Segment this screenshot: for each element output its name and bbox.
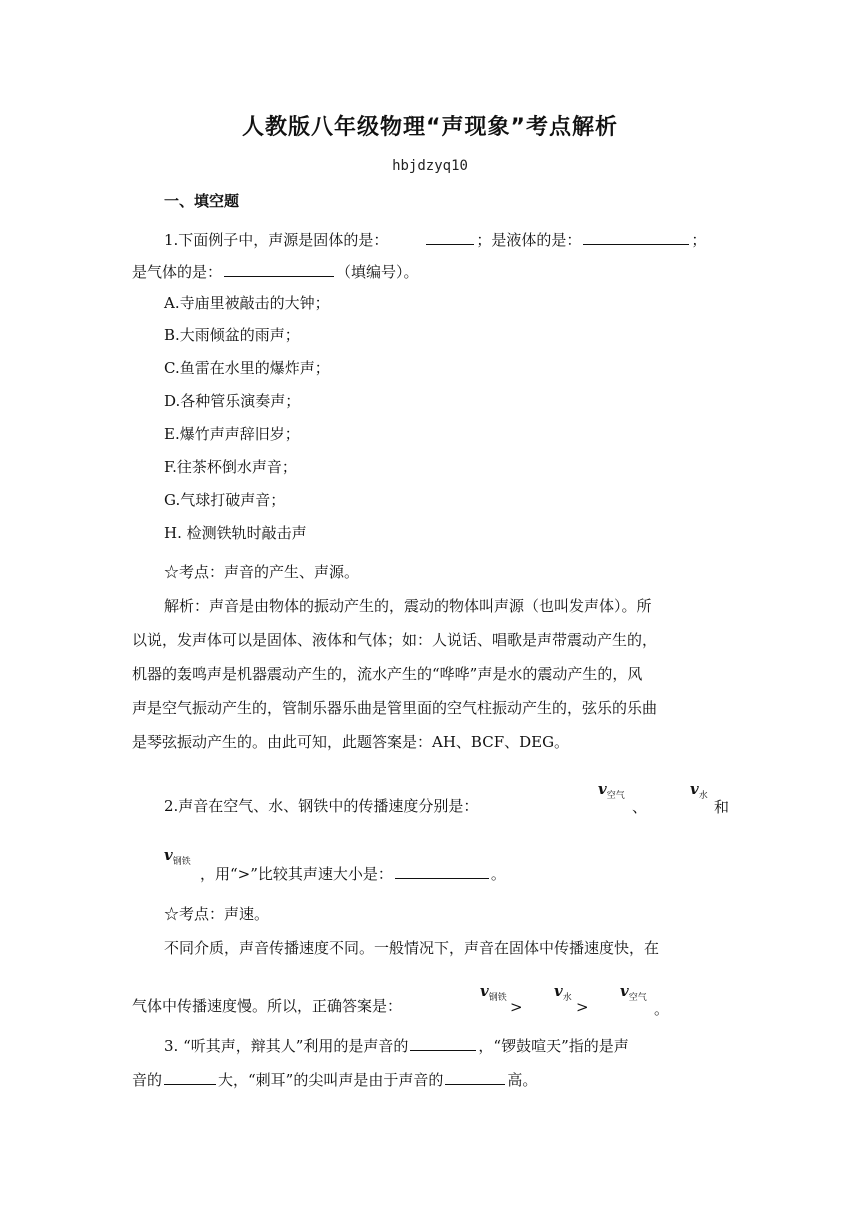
q3-line2 [132,1068,732,1090]
v-letter: v [598,780,607,798]
q2-and: 和 [714,798,730,816]
v-subscript: 水 [562,993,572,1003]
q3-blank-pitch[interactable] [445,1068,505,1085]
document-title: 人教版八年级物理“声现象”考点解析 [242,115,618,140]
q1-key-point: ☆考点：声音的产生、声源。 [164,563,360,581]
v-subscript: 钢铁 [488,993,507,1003]
v-subscript: 水 [698,791,708,801]
q1-analysis-line: 以说，发声体可以是固体、液体和气体；如：人说话、唱歌是声带震动产生的， [132,631,658,649]
q1-blank-solid[interactable] [426,228,474,245]
q2-stem2-text: ，用“>”比较其声速大小是： [200,865,393,883]
q1-option: C.鱼雷在水里的爆炸声； [164,359,330,377]
q1-blank-gas[interactable] [224,260,334,277]
q3-text: 音的 [132,1071,163,1089]
q1-option: E.爆竹声声辞旧岁； [164,425,300,443]
q1-stem-part: 1.下面例子中，声源是固体的是： [164,231,389,249]
q3-blank-loudness[interactable] [164,1068,216,1085]
q1-analysis-line: 是琴弦振动产生的。由此可知，此题答案是：AH、BCF、DEG。 [132,733,570,751]
v-letter: v [480,982,489,1000]
q1-analysis-line: 解析：声音是由物体的振动产生的，震动的物体叫声源（也叫发声体）。所 [164,597,652,615]
q1-stem-part: ；是液体的是： [476,231,582,249]
greater-than: > [576,998,589,1016]
v-air-symbol [620,982,647,1003]
q1-blank-liquid[interactable] [583,228,689,245]
q1-option: B.大雨倾盆的雨声； [164,326,300,344]
q2-separator: 、 [632,798,648,816]
q1-analysis-line: 机器的轰鸣声是机器震动产生的，流水产生的“哗哗”声是水的震动产生的，风 [132,665,643,683]
q3-text: 高。 [507,1071,538,1089]
q1-option: G.气球打破声音； [164,491,286,509]
v-letter: v [620,982,629,1000]
v-steel-symbol [164,846,191,867]
v-letter: v [690,780,699,798]
author-id: hbjdzyq10 [392,158,468,174]
v-subscript: 空气 [606,791,625,801]
v-subscript: 钢铁 [172,857,191,867]
q3-text: 3. “听其声，辩其人”利用的是声音的 [164,1037,409,1055]
q1-option: D.各种管乐演奏声； [164,392,301,410]
q2-stem2 [200,862,800,884]
v-letter: v [554,982,563,1000]
v-steel-symbol [480,982,507,1003]
v-water-symbol [690,780,708,801]
q1-option: H. 检测铁轨时敲击声 [164,524,307,542]
q1-analysis-line: 声是空气振动产生的，管制乐器乐曲是管里面的空气柱振动产生的，弦乐的乐曲 [132,699,658,717]
q1-stem-line2 [132,260,732,282]
q2-key-point: ☆考点：声速。 [164,905,270,923]
v-air-symbol [598,780,625,801]
q1-stem-part: ； [691,231,707,249]
q2-blank-compare[interactable] [395,862,489,879]
v-water-symbol [554,982,572,1003]
q1-option: F.往茶杯倒水声音； [164,458,297,476]
q3-text: ，“锣鼓喧天”指的是声 [478,1037,629,1055]
v-subscript: 空气 [628,993,647,1003]
q2-stem: 2.声音在空气、水、钢铁中的传播速度分别是： [164,797,479,815]
q3-text: 大，“刺耳”的尖叫声是由于声音的 [218,1071,444,1089]
q1-stem-part: （填编号）。 [336,263,419,281]
greater-than: > [510,998,523,1016]
q2-analysis-line2: 气体中传播速度慢。所以，正确答案是： [132,997,403,1015]
period: 。 [654,1000,670,1018]
section-heading: 一、填空题 [164,192,240,210]
q3-line1 [164,1034,764,1056]
q2-analysis-line1: 不同介质，声音传播速度不同。一般情况下，声音在固体中传播速度快，在 [164,939,660,957]
q3-blank-timbre[interactable] [410,1034,476,1051]
q1-stem-part: 是气体的是： [132,263,223,281]
q2-end: 。 [490,865,506,883]
v-letter: v [164,846,173,864]
q1-stem-line1 [164,228,764,250]
q1-option: A.寺庙里被敲击的大钟； [164,294,330,312]
